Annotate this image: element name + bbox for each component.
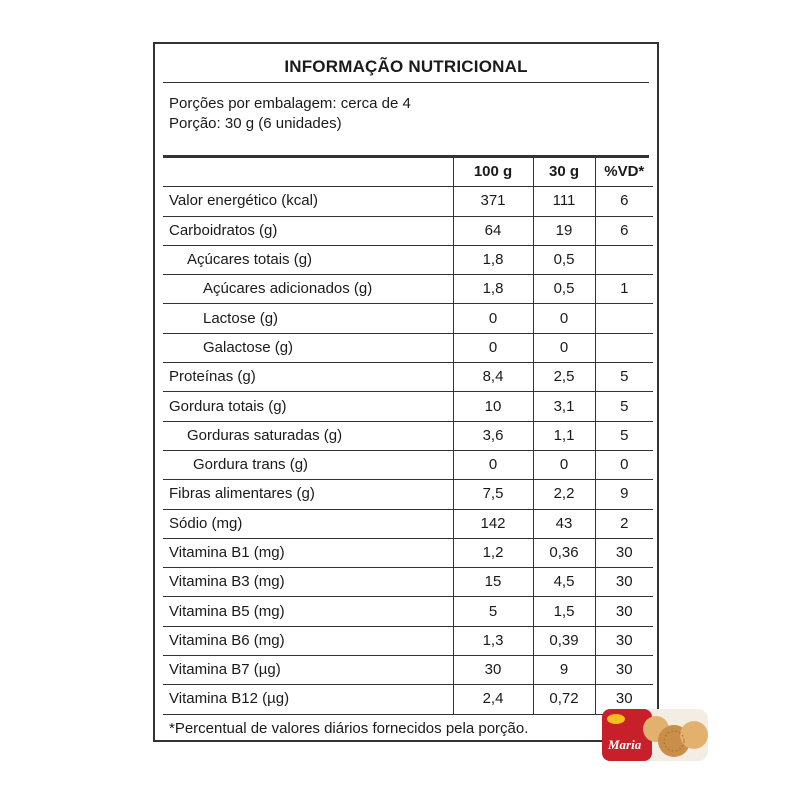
value-percent-dv: 30 bbox=[595, 626, 653, 655]
value-100g: 1,3 bbox=[453, 626, 533, 655]
table-row bbox=[163, 333, 653, 362]
value-100g: 3,6 bbox=[453, 421, 533, 450]
table-row bbox=[163, 245, 653, 274]
table-row bbox=[163, 275, 653, 304]
value-portion: 0 bbox=[533, 304, 595, 333]
servings-per-package: Porções por embalagem: cerca de 4 bbox=[169, 95, 411, 112]
nutrient-name: Gorduras saturadas (g) bbox=[163, 421, 453, 450]
footnote: *Percentual de valores diários fornecidos pela porção. bbox=[169, 720, 529, 737]
value-percent-dv bbox=[595, 333, 653, 362]
nutrient-name: Gordura trans (g) bbox=[163, 450, 453, 479]
value-portion: 1,5 bbox=[533, 597, 595, 626]
table-row bbox=[163, 480, 653, 509]
value-100g: 2,4 bbox=[453, 685, 533, 714]
table-row bbox=[163, 450, 653, 479]
value-portion: 0,5 bbox=[533, 275, 595, 304]
value-100g: 15 bbox=[453, 568, 533, 597]
brand-logo bbox=[607, 714, 625, 724]
value-percent-dv: 5 bbox=[595, 363, 653, 392]
nutrient-name: Açúcares adicionados (g) bbox=[163, 275, 453, 304]
value-portion: 19 bbox=[533, 216, 595, 245]
table-row bbox=[163, 626, 653, 655]
nutrient-name: Vitamina B1 (mg) bbox=[163, 538, 453, 567]
value-portion: 1,1 bbox=[533, 421, 595, 450]
nutrient-name: Açúcares totais (g) bbox=[163, 245, 453, 274]
value-portion: 4,5 bbox=[533, 568, 595, 597]
nutrient-name: Sódio (mg) bbox=[163, 509, 453, 538]
table-row bbox=[163, 304, 653, 333]
value-percent-dv: 6 bbox=[595, 216, 653, 245]
header-per-100g: 100 g bbox=[453, 158, 533, 187]
label-title: INFORMAÇÃO NUTRICIONAL bbox=[163, 52, 649, 83]
value-100g: 1,8 bbox=[453, 275, 533, 304]
value-portion: 0 bbox=[533, 450, 595, 479]
table-row bbox=[163, 187, 653, 216]
table-header-row bbox=[163, 158, 653, 187]
value-percent-dv: 0 bbox=[595, 450, 653, 479]
value-100g: 7,5 bbox=[453, 480, 533, 509]
table-row bbox=[163, 392, 653, 421]
serving-size: Porção: 30 g (6 unidades) bbox=[169, 115, 342, 132]
nutrient-name: Vitamina B6 (mg) bbox=[163, 626, 453, 655]
value-portion: 43 bbox=[533, 509, 595, 538]
value-portion: 0 bbox=[533, 333, 595, 362]
table-row bbox=[163, 538, 653, 567]
value-percent-dv: 30 bbox=[595, 656, 653, 685]
biscuit-icon bbox=[680, 721, 708, 749]
value-portion: 3,1 bbox=[533, 392, 595, 421]
header-per-portion: 30 g bbox=[533, 158, 595, 187]
value-percent-dv: 30 bbox=[595, 568, 653, 597]
value-percent-dv bbox=[595, 245, 653, 274]
nutrient-name: Vitamina B3 (mg) bbox=[163, 568, 453, 597]
value-100g: 5 bbox=[453, 597, 533, 626]
value-percent-dv: 6 bbox=[595, 187, 653, 216]
value-percent-dv: 1 bbox=[595, 275, 653, 304]
value-portion: 111 bbox=[533, 187, 595, 216]
nutrient-name: Proteínas (g) bbox=[163, 363, 453, 392]
table-row bbox=[163, 421, 653, 450]
nutrition-table bbox=[163, 158, 653, 715]
table-row bbox=[163, 656, 653, 685]
table-row bbox=[163, 509, 653, 538]
nutrient-name: Valor energético (kcal) bbox=[163, 187, 453, 216]
value-percent-dv: 30 bbox=[595, 685, 653, 714]
value-100g: 0 bbox=[453, 450, 533, 479]
table-row bbox=[163, 363, 653, 392]
table-row bbox=[163, 216, 653, 245]
value-portion: 0,39 bbox=[533, 626, 595, 655]
serving-info bbox=[169, 94, 411, 134]
table-row bbox=[163, 597, 653, 626]
value-portion: 2,2 bbox=[533, 480, 595, 509]
value-100g: 0 bbox=[453, 304, 533, 333]
nutrient-name: Vitamina B5 (mg) bbox=[163, 597, 453, 626]
value-percent-dv: 5 bbox=[595, 421, 653, 450]
nutrient-name: Gordura totais (g) bbox=[163, 392, 453, 421]
table-row bbox=[163, 568, 653, 597]
value-percent-dv bbox=[595, 304, 653, 333]
package-brand-name: Maria bbox=[608, 737, 642, 752]
header-name-cell bbox=[163, 158, 453, 187]
value-portion: 0,36 bbox=[533, 538, 595, 567]
nutrient-name: Vitamina B7 (µg) bbox=[163, 656, 453, 685]
value-100g: 8,4 bbox=[453, 363, 533, 392]
nutrient-name: Carboidratos (g) bbox=[163, 216, 453, 245]
value-percent-dv: 30 bbox=[595, 597, 653, 626]
value-100g: 142 bbox=[453, 509, 533, 538]
nutrient-name: Galactose (g) bbox=[163, 333, 453, 362]
value-portion: 0,72 bbox=[533, 685, 595, 714]
nutrient-name: Vitamina B12 (µg) bbox=[163, 685, 453, 714]
table-row bbox=[163, 685, 653, 714]
value-100g: 1,2 bbox=[453, 538, 533, 567]
value-percent-dv: 30 bbox=[595, 538, 653, 567]
value-100g: 10 bbox=[453, 392, 533, 421]
value-100g: 1,8 bbox=[453, 245, 533, 274]
value-100g: 371 bbox=[453, 187, 533, 216]
nutrition-facts-label bbox=[153, 42, 659, 742]
header-percent-dv: %VD* bbox=[595, 158, 653, 187]
value-percent-dv: 5 bbox=[595, 392, 653, 421]
value-100g: 30 bbox=[453, 656, 533, 685]
value-percent-dv: 2 bbox=[595, 509, 653, 538]
value-100g: 0 bbox=[453, 333, 533, 362]
nutrient-name: Lactose (g) bbox=[163, 304, 453, 333]
value-portion: 0,5 bbox=[533, 245, 595, 274]
value-portion: 9 bbox=[533, 656, 595, 685]
value-portion: 2,5 bbox=[533, 363, 595, 392]
value-percent-dv: 9 bbox=[595, 480, 653, 509]
nutrient-name: Fibras alimentares (g) bbox=[163, 480, 453, 509]
value-100g: 64 bbox=[453, 216, 533, 245]
biscuit-package-image bbox=[600, 705, 710, 765]
